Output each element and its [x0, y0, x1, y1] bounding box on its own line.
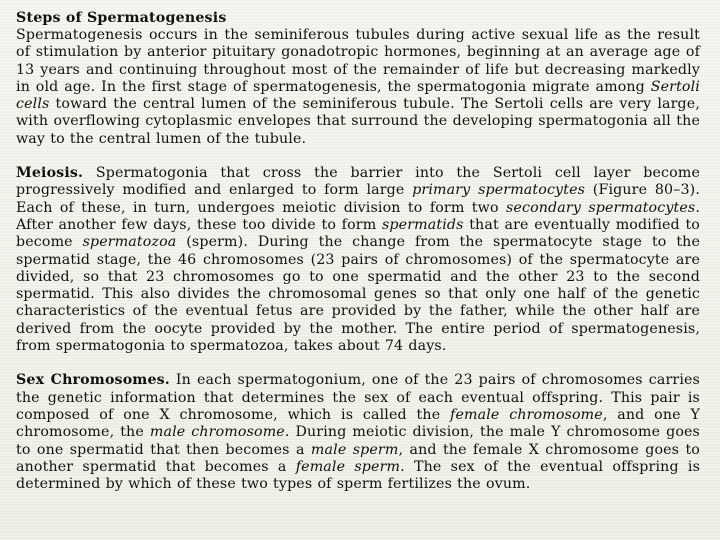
paragraph-text: toward the central lumen of the seminiferous tubule. The Sertoli cells are very large, with overflowing cytoplasmic envelopes that surround the developing spermatogonia all the way to the central lumen of the tubule.	[16, 96, 700, 147]
paragraph-text: In each spermatogonium, one of the 23 pairs of chromosomes carries the genetic information that determines the sex of each eventual offspring. This pair is composed of one X chromosome, which is called the	[16, 372, 700, 423]
italic-term: spermatozoa	[82, 234, 177, 251]
italic-term: male sperm	[310, 441, 399, 458]
italic-term: female sperm	[295, 458, 401, 475]
italic-term: primary spermatocytes	[412, 182, 586, 199]
italic-term: male chromosome	[149, 424, 285, 441]
paragraph-sex-chromosomes	[16, 372, 700, 493]
italic-term: female chromosome	[450, 406, 603, 423]
paragraph-text: Spermatogenesis occurs in the seminiferous tubules during active sexual life as the result of stimulation by anterior pituitary gonadotropic hormones, beginning at an average age of 13 years and continuing throughout most of the remainder of life but decreasing markedly in old age. In the first stage of spermatogenesis, the spermatogonia migrate among	[16, 27, 700, 95]
paragraph-text: (Figure 80–3). Each of these, in turn, undergoes meiotic division to form two	[16, 182, 700, 216]
paragraph-spermatogenesis-intro	[16, 27, 700, 148]
paragraph-text: Spermatogonia that cross the barrier into the Sertoli cell layer become progressively modified and enlarged to form large	[16, 165, 700, 199]
slide-content	[16, 10, 700, 493]
paragraph-text: . The sex of the eventual offspring is determined by which of these two types of sperm fertilizes the ovum.	[16, 458, 701, 493]
italic-term-sertoli-cells: Sertoli cells	[16, 78, 700, 113]
section-heading-meiosis: Meiosis.	[16, 165, 84, 182]
paragraph-text: . During meiotic division, the male Y chromosome goes to one spermatid that then becomes a	[16, 424, 700, 458]
paragraph-meiosis	[16, 165, 700, 355]
italic-term: spermatids	[381, 216, 464, 233]
section-heading-sex-chromosomes: Sex Chromosomes.	[16, 372, 170, 389]
paragraph-text: that are eventually modified to become	[16, 216, 700, 251]
slide-title: Steps of Spermatogenesis	[16, 10, 227, 26]
paragraph-text: , and one Y chromosome, the	[16, 406, 701, 441]
paragraph-text: . After another few days, these too divide to form	[16, 199, 700, 233]
paragraph-text: , and the female X chromosome goes to another spermatid that becomes a	[16, 441, 700, 475]
paragraph-text: (sperm). During the change from the spermatocyte stage to the spermatid stage, the 46 chromosomes (23 pairs of chromosomes) of the spermatocyte are divided, so that 23 chromosomes go to one spermatid and the other 23 to the second spermatid. This also divides the chromosomal genes so that only one half of the genetic characteristics of the eventual fetus are provided by the father, while the other half are derived from the oocyte provided by the mother. The entire period of spermatogenesis, from spermatogonia to spermatozoa, takes about 74 days.	[16, 234, 701, 355]
italic-term: secondary spermatocytes	[506, 199, 696, 216]
